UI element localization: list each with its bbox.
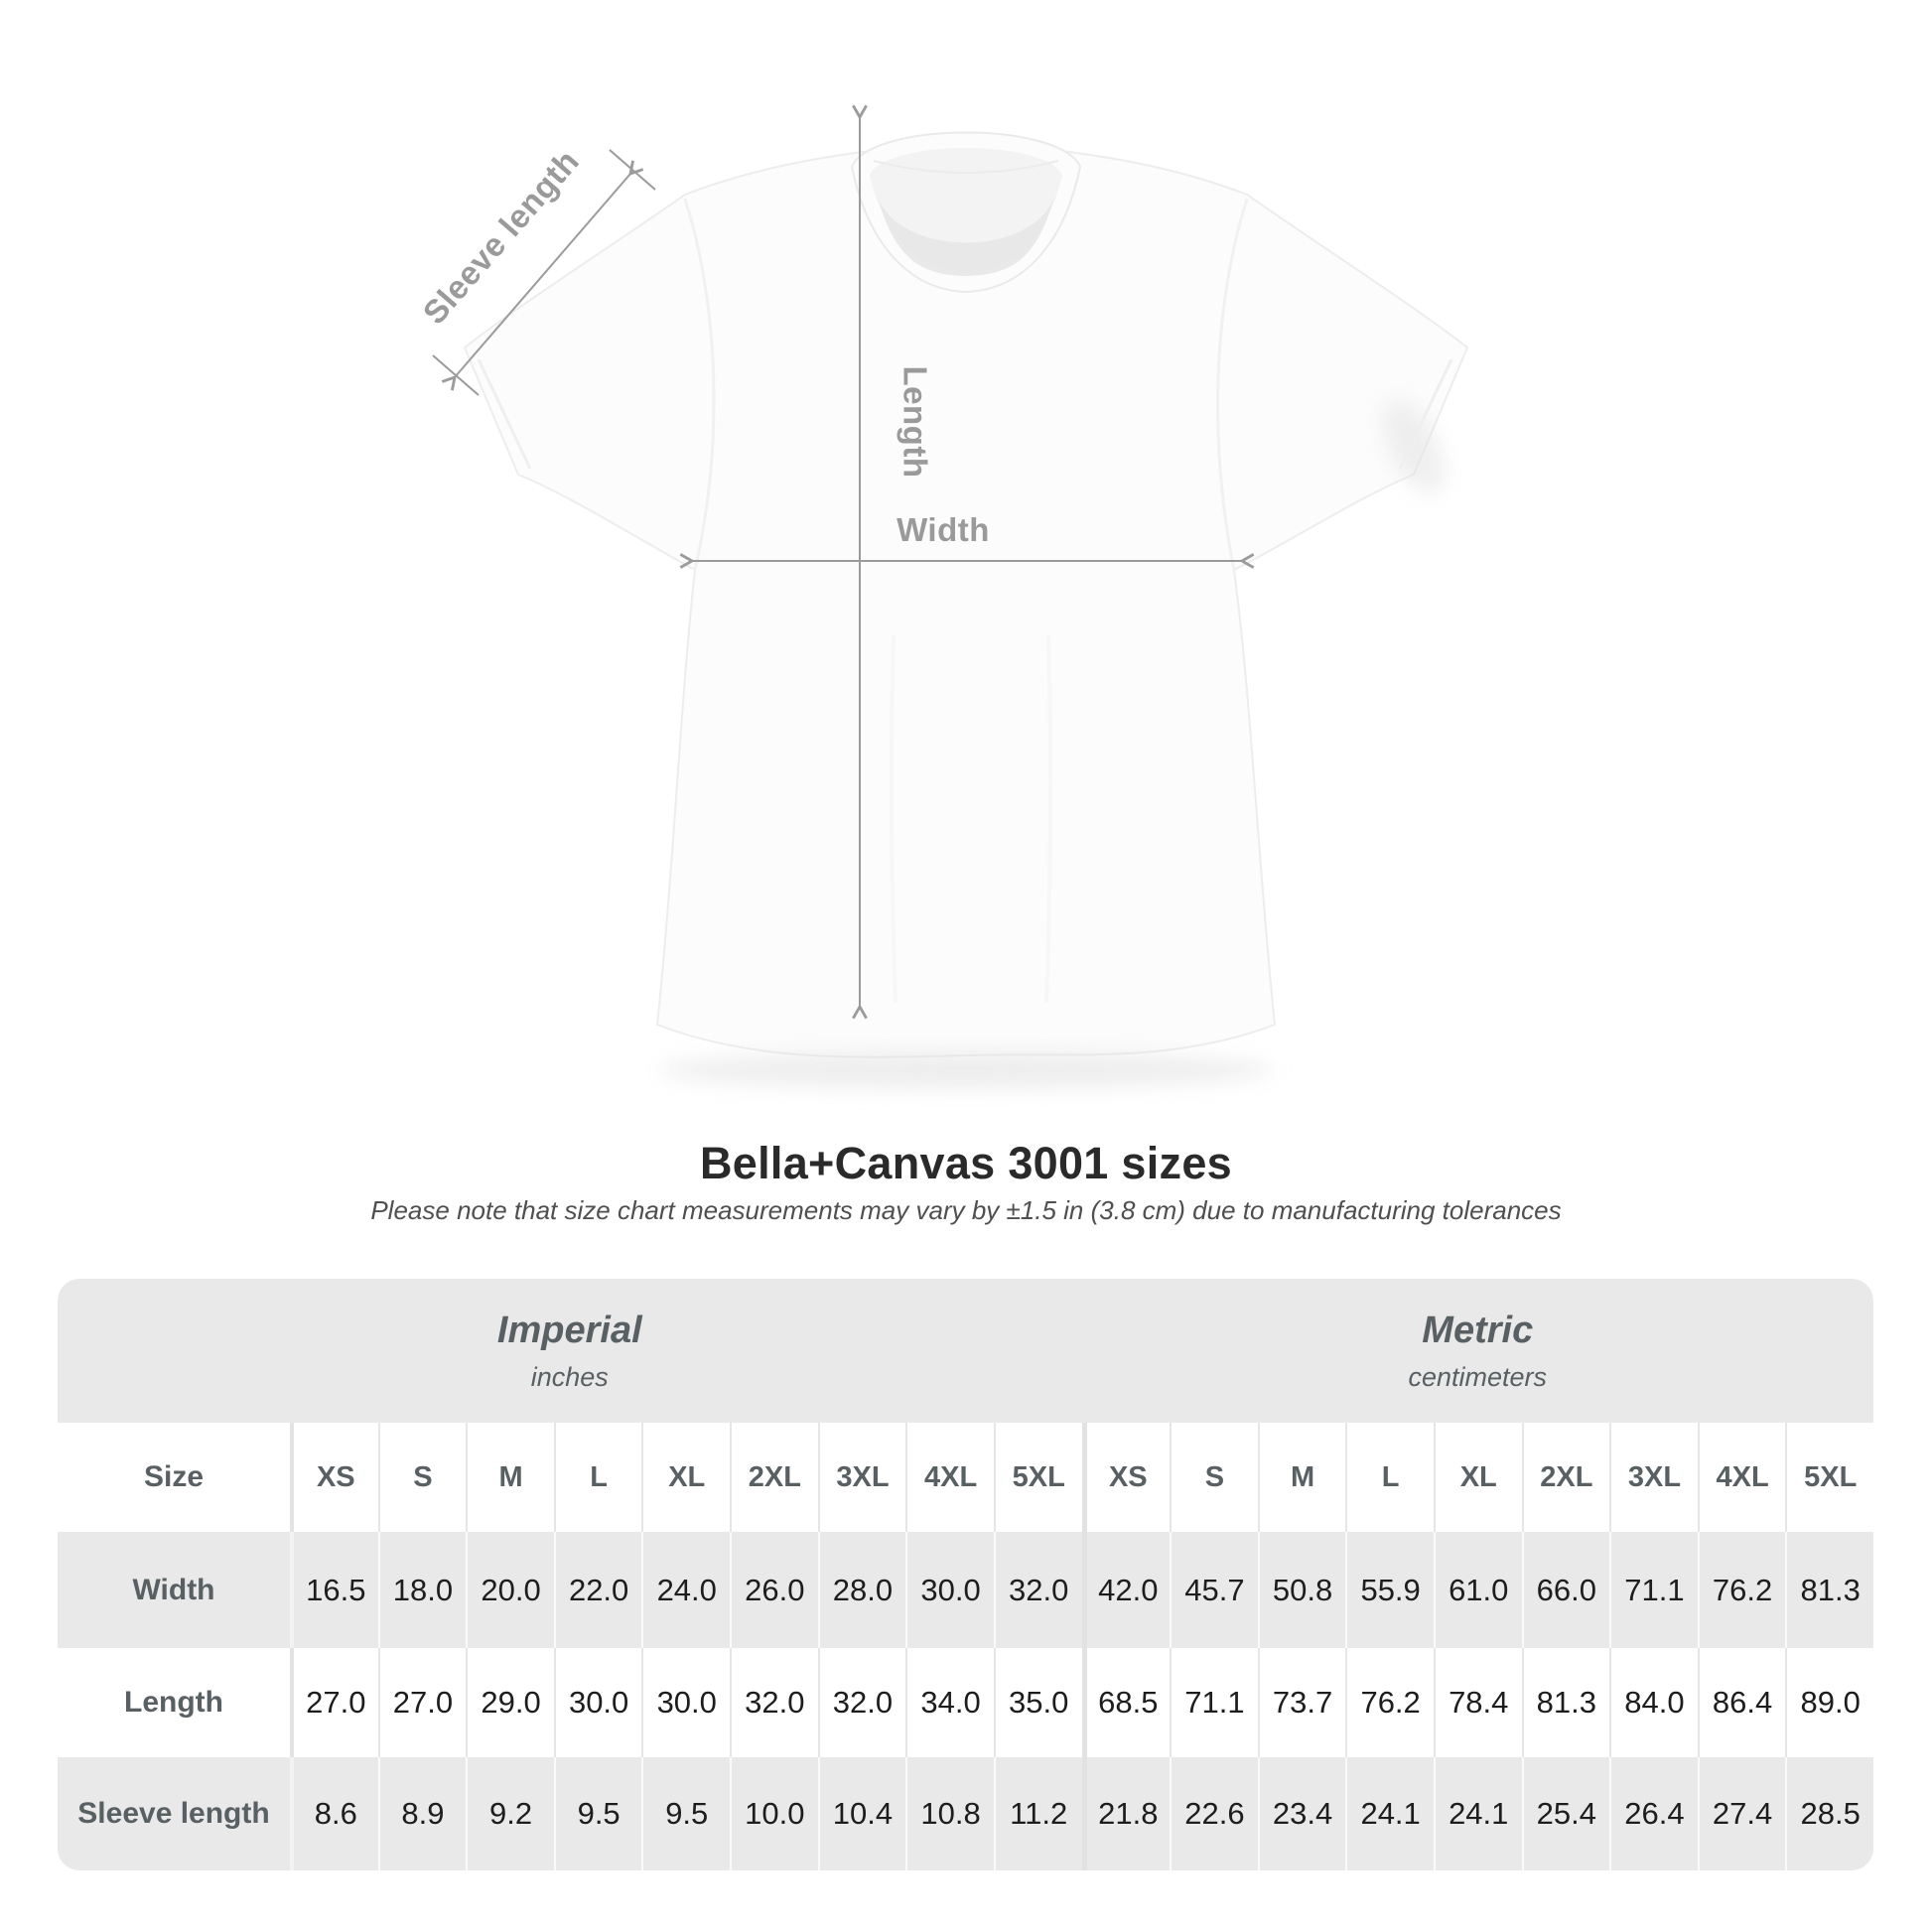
value-cell: 27.0 bbox=[290, 1648, 378, 1757]
metric-unit: centimeters bbox=[1408, 1361, 1548, 1392]
value-cell: 8.9 bbox=[378, 1757, 467, 1870]
sleeve-length-row-label: Sleeve length bbox=[77, 1797, 270, 1830]
metric-title: Metric bbox=[1422, 1309, 1534, 1351]
value-cell: 89.0 bbox=[1785, 1648, 1873, 1757]
value-cell: 55.9 bbox=[1345, 1532, 1434, 1648]
value-cell: 30.0 bbox=[554, 1648, 642, 1757]
value-cell: 10.4 bbox=[818, 1757, 906, 1870]
value-cell: 11.2 bbox=[994, 1757, 1082, 1870]
value-cell: 81.3 bbox=[1785, 1532, 1873, 1648]
value-cell: 30.0 bbox=[905, 1532, 994, 1648]
value-cell: 32.0 bbox=[994, 1532, 1082, 1648]
size-table bbox=[58, 1279, 1873, 1870]
value-cell: 42.0 bbox=[1082, 1532, 1171, 1648]
value-cell: 32.0 bbox=[818, 1648, 906, 1757]
value-cell: 10.8 bbox=[905, 1757, 994, 1870]
value-cell: 21.8 bbox=[1082, 1757, 1171, 1870]
width-label: Width bbox=[897, 511, 990, 548]
width-row-label: Width bbox=[132, 1573, 215, 1606]
page-title: Bella+Canvas 3001 sizes bbox=[699, 1138, 1233, 1188]
size-header-row bbox=[58, 1423, 1873, 1532]
value-cell: 61.0 bbox=[1434, 1532, 1522, 1648]
value-cell: 32.0 bbox=[730, 1648, 818, 1757]
value-cell: 71.1 bbox=[1609, 1532, 1698, 1648]
imperial-unit: inches bbox=[530, 1361, 609, 1392]
size-header-cell: 3XL bbox=[1609, 1423, 1698, 1532]
value-cell: 10.0 bbox=[730, 1757, 818, 1870]
value-cell: 24.1 bbox=[1434, 1757, 1522, 1870]
size-header-cell: 4XL bbox=[905, 1423, 994, 1532]
sleeve-length-label: Sleeve length bbox=[415, 142, 587, 332]
size-header-cell: M bbox=[1258, 1423, 1346, 1532]
value-cell: 71.1 bbox=[1170, 1648, 1258, 1757]
size-header-cell: 4XL bbox=[1698, 1423, 1786, 1532]
value-cell: 34.0 bbox=[905, 1648, 994, 1757]
value-cell: 35.0 bbox=[994, 1648, 1082, 1757]
size-header-cell: XL bbox=[1434, 1423, 1522, 1532]
value-cell: 28.0 bbox=[818, 1532, 906, 1648]
page-subtitle: Please note that size chart measurements may vary by ±1.5 in (3.8 cm) due to manufacturing tolerances bbox=[370, 1195, 1562, 1225]
size-header-cell: S bbox=[1170, 1423, 1258, 1532]
value-cell: 22.6 bbox=[1170, 1757, 1258, 1870]
value-cell: 50.8 bbox=[1258, 1532, 1346, 1648]
size-header-cell: 2XL bbox=[1522, 1423, 1610, 1532]
value-cell: 24.1 bbox=[1345, 1757, 1434, 1870]
value-cell: 9.5 bbox=[641, 1757, 730, 1870]
size-header-cell: 5XL bbox=[994, 1423, 1082, 1532]
length-label: Length bbox=[897, 365, 934, 479]
size-header-cell: XS bbox=[290, 1423, 378, 1532]
value-cell: 24.0 bbox=[641, 1532, 730, 1648]
size-header-cell: 3XL bbox=[818, 1423, 906, 1532]
value-cell: 25.4 bbox=[1522, 1757, 1610, 1870]
value-cell: 30.0 bbox=[641, 1648, 730, 1757]
value-cell: 18.0 bbox=[378, 1532, 467, 1648]
hem-shadow bbox=[658, 1052, 1274, 1088]
value-cell: 20.0 bbox=[466, 1532, 554, 1648]
value-cell: 9.5 bbox=[554, 1757, 642, 1870]
size-header-cell: L bbox=[554, 1423, 642, 1532]
width-row bbox=[58, 1532, 1873, 1648]
size-header-row-label: Size bbox=[143, 1460, 205, 1493]
size-header-cell: 5XL bbox=[1785, 1423, 1873, 1532]
value-cell: 66.0 bbox=[1522, 1532, 1610, 1648]
value-cell: 27.0 bbox=[378, 1648, 467, 1757]
imperial-title: Imperial bbox=[496, 1309, 642, 1351]
value-cell: 16.5 bbox=[290, 1532, 378, 1648]
value-cell: 27.4 bbox=[1698, 1757, 1786, 1870]
value-cell: 68.5 bbox=[1082, 1648, 1171, 1757]
value-cell: 23.4 bbox=[1258, 1757, 1346, 1870]
value-cell: 81.3 bbox=[1522, 1648, 1610, 1757]
value-cell: 28.5 bbox=[1785, 1757, 1873, 1870]
size-header-cell: S bbox=[378, 1423, 467, 1532]
size-header-cell: XL bbox=[641, 1423, 730, 1532]
unit-group-imperial bbox=[58, 1279, 1082, 1423]
value-cell: 76.2 bbox=[1698, 1532, 1786, 1648]
value-cell: 22.0 bbox=[554, 1532, 642, 1648]
value-cell: 26.4 bbox=[1609, 1757, 1698, 1870]
value-cell: 9.2 bbox=[466, 1757, 554, 1870]
length-row-label: Length bbox=[124, 1686, 223, 1719]
value-cell: 8.6 bbox=[290, 1757, 378, 1870]
value-cell: 86.4 bbox=[1698, 1648, 1786, 1757]
size-header-cell: 2XL bbox=[730, 1423, 818, 1532]
sleeve-length-row bbox=[58, 1757, 1873, 1870]
unit-header-band bbox=[58, 1279, 1873, 1423]
value-cell: 45.7 bbox=[1170, 1532, 1258, 1648]
value-cell: 84.0 bbox=[1609, 1648, 1698, 1757]
value-cell: 29.0 bbox=[466, 1648, 554, 1757]
size-table-grid bbox=[58, 1423, 1873, 1870]
unit-group-metric bbox=[1082, 1279, 1873, 1423]
value-cell: 26.0 bbox=[730, 1532, 818, 1648]
size-header-cell: M bbox=[466, 1423, 554, 1532]
length-row bbox=[58, 1648, 1873, 1757]
size-header-cell: L bbox=[1345, 1423, 1434, 1532]
size-header-cell: XS bbox=[1082, 1423, 1171, 1532]
value-cell: 78.4 bbox=[1434, 1648, 1522, 1757]
value-cell: 73.7 bbox=[1258, 1648, 1346, 1757]
value-cell: 76.2 bbox=[1345, 1648, 1434, 1757]
